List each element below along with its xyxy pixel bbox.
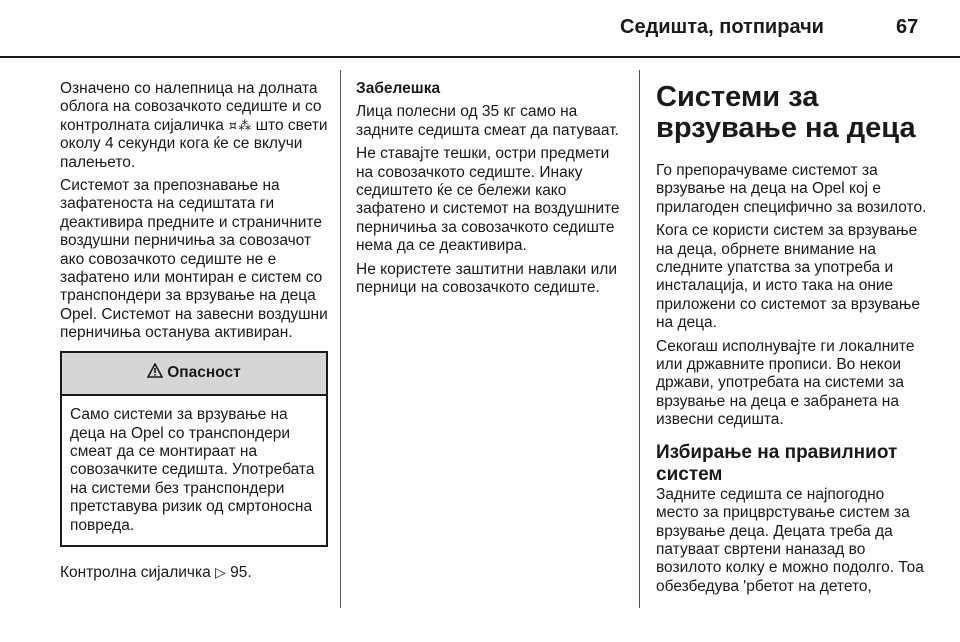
danger-warning-text: Само системи за врзување на деца на Opel со транспондери смеат да се монтираат на совозачките седишта. Употребата на системи без транспондери претставува ризик од смртоносна повреда.: [70, 406, 315, 534]
column-right: [656, 82, 928, 601]
column-left: [60, 80, 328, 587]
column-middle: [356, 80, 626, 302]
control-light-reference: Контролна сијаличка ▷ 95.: [60, 563, 252, 581]
note-text: Лица полесни од 35 кг само на задните седишта смеат да патуваат.: [356, 103, 619, 139]
warning-triangle-icon: [147, 363, 163, 378]
danger-warning-title: Опасност: [167, 363, 241, 381]
page-header: [0, 0, 960, 56]
danger-warning-box: [60, 351, 328, 547]
paragraph-recommendation: Го препорачуваме системот за врзување на деца на Opel кој е прилагоден специфично за возилото.: [656, 162, 927, 216]
column-divider-left: [340, 70, 341, 608]
paragraph-seat-covers: Не користете заштитни навлаки или перници на совозачкото седиште.: [356, 260, 617, 297]
paragraph-heavy-objects: Не ставајте тешки, остри предмети на совозачкото седиште. Инаку седиштето ќе се бележи како зафатено и системот на воздушните перничиња за совозачкото седиште нема да се деактивира.: [356, 145, 620, 255]
paragraph-instructions: Кога се користи систем за врзување на деца, обрнете внимание на следните упатства за употреба и инсталација, и исто така на оние приложени со системот за врзување на деца.: [656, 222, 921, 332]
paragraph-rear-seats: Задните седишта се најпогодно место за прицврстување систем за врзување деца. Децата треба да патуваат свртени наназад во возилото колку е можно подолго. Тоа обезбедува 'рбетот на детето,: [656, 485, 924, 595]
note-title: Забелешка: [356, 80, 441, 97]
danger-warning-header: [62, 353, 326, 396]
seat-airbag-off-icon: ⯏⁂: [228, 117, 252, 133]
reference-arrow-icon: ▷: [215, 563, 226, 580]
page-number: 67: [896, 16, 919, 38]
paragraph-airbag-indicator: Означено со налепница на долната облога на совозачкото седиште и со контролната сијаличка ⯏⁂ што свети околу 4 секунди кога ќе се вклучи палењето.: [60, 80, 328, 171]
header-divider: [0, 56, 960, 58]
subsection-heading: Избирање на правилниот систем: [656, 441, 898, 485]
paragraph-occupant-detection: Системот за препознавање на зафатеноста на седиштата ги деактивира предните и страничните воздушни перничиња за совозачот ако совозачкото седиште не е зафатено или монтиран е систем со транспондери за врзување на деца Opel. Системот на завесни воздушни перничиња останува активиран.: [60, 177, 328, 342]
paragraph-regulations: Секогаш исполнувајте ги локалните или државните прописи. Во некои држави, употребата на системи за врзување на деца е забранета на извесни седишта.: [656, 337, 915, 429]
header-title: Седишта, потпирачи: [620, 16, 824, 38]
section-heading: Системи за врзување на деца: [656, 81, 916, 144]
column-divider-right: [639, 70, 640, 608]
